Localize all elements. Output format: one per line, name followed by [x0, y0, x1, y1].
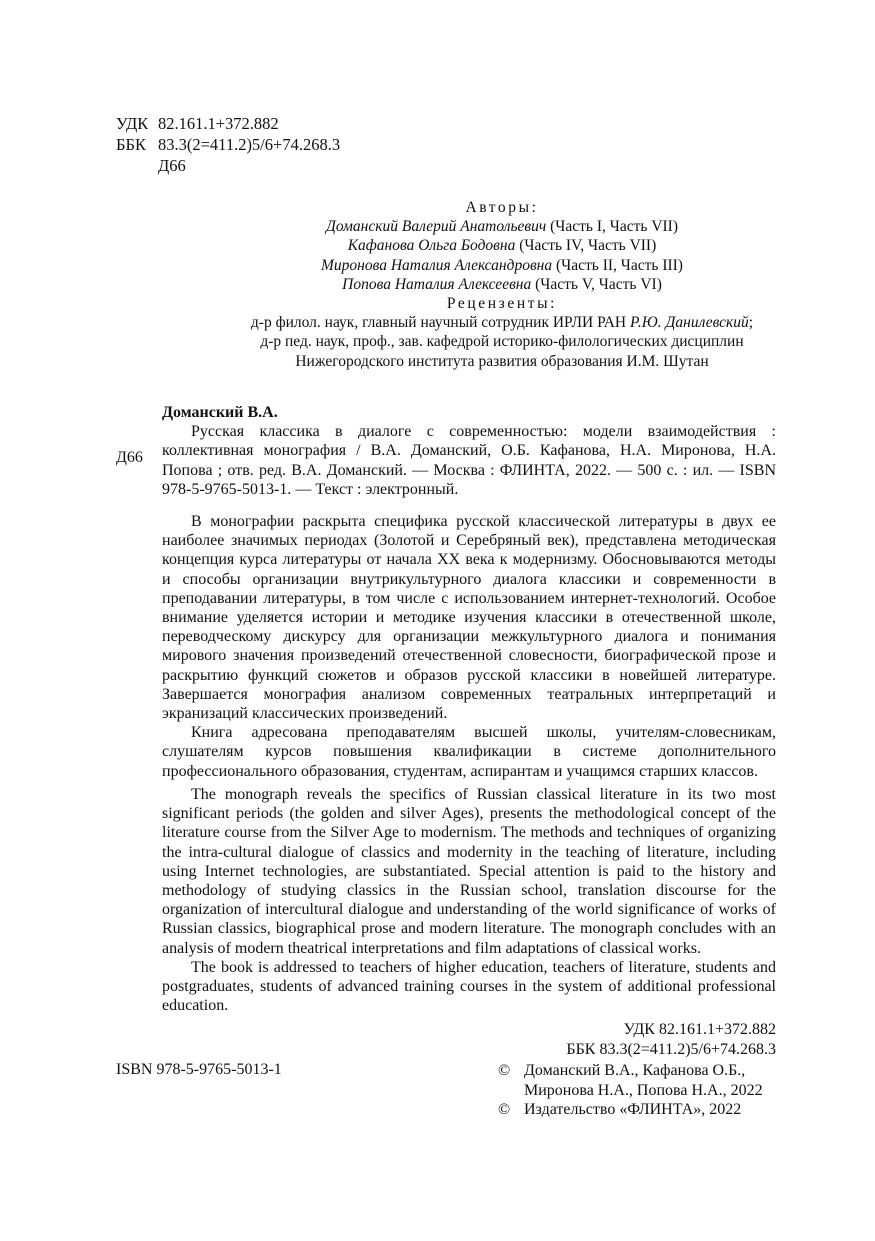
author-mark: Д66 — [158, 156, 186, 175]
footer-codes — [566, 1020, 776, 1059]
author-line — [116, 256, 875, 275]
author-parts: (Часть V, Часть VI) — [531, 275, 662, 293]
author-name: Кафанова Ольга Бодовна — [347, 237, 516, 255]
reviewers-heading: Рецензенты: — [446, 295, 558, 313]
annotation-russian — [162, 512, 776, 781]
copyright-authors-line2: Миронова Н.А., Попова Н.А., 2022 — [524, 1081, 763, 1099]
author-name: Доманский Валерий Анатольевич — [326, 218, 547, 236]
copyright-symbol: © — [498, 1062, 511, 1079]
isbn: ISBN 978-5-9765-5013-1 — [116, 1061, 282, 1078]
copyright-publisher: Издательство «ФЛИНТА», 2022 — [524, 1101, 742, 1118]
classification-codes — [116, 113, 340, 176]
annotation-ru-paragraph: В монографии раскрыта специфика русской классической литературы в двух ее наиболее значимых периодах (Золотой и Серебряный век), представлена методическая концепция курса литературы от начала XX века к модернизму. Обосновываются методы и способы организации внутрикультурного диалога классики и современности в преподавании литературы, в том числе с использованием интернет-технологий. Особое внимание уделяется истории и методике изучения классики в отечественной школе, переводческому дискурсу для организации межкультурного диалога и понимания мирового значения произведений отечественной словесности, биографической прозе и раскрытию функций сюжетов и образов русской классики в новейшей литературе. Завершается монография анализом современных театральных интерпретаций и экранизаций классических произведений. — [162, 513, 776, 723]
author-name: Миронова Наталия Александровна — [321, 256, 553, 274]
copyright-authors-line1: Доманский В.А., Кафанова О.Б., — [524, 1062, 746, 1079]
record-author: Доманский В.А. — [162, 404, 278, 421]
credits-block — [116, 198, 875, 371]
annotation-english — [162, 785, 776, 1015]
reviewer-2-line2: Нижегородского института развития образования И.М. Шутан — [295, 352, 709, 370]
reviewer-2-line1: д-р пед. наук, проф., зав. кафедрой историко-филологических дисциплин — [260, 333, 744, 351]
record-description: Русская классика в диалоге с современностью: модели взаимодействия : коллективная монография / В.А. Доманский, О.Б. Кафанова, Н.А. Миронова, Н.А. Попова ; отв. ред. В.А. Доманский. — Москва : ФЛИНТА, 2022. — 500 с. : ил. — ISBN 978-5-9765-5013-1. — Текст : электронный. — [162, 423, 776, 498]
bibliographic-record — [162, 403, 776, 499]
reviewer-1-end: ; — [748, 314, 754, 332]
udk-label: УДК — [116, 114, 149, 133]
bbk-value: 83.3(2=411.2)5/6+74.268.3 — [158, 135, 341, 154]
bbk-label: ББК — [116, 135, 146, 154]
copyright-block — [498, 1061, 763, 1120]
reviewer-1-title: д-р филол. наук, главный научный сотрудник ИРЛИ РАН — [250, 314, 630, 332]
footer-udk: УДК 82.161.1+372.882 — [623, 1021, 776, 1038]
authors-heading: Авторы: — [465, 199, 539, 216]
author-line — [116, 217, 875, 236]
author-parts: (Часть IV, Часть VII) — [515, 237, 657, 255]
author-line — [116, 275, 875, 294]
footer-bbk: ББК 83.3(2=411.2)5/6+74.268.3 — [566, 1040, 776, 1058]
reviewer-1 — [116, 313, 875, 332]
author-line — [116, 236, 875, 255]
annotation-en-paragraph: The monograph reveals the specifics of Russian classical literature in its two most significant periods (the golden and silver Ages), presents the methodological concept of the literature course from the Silver Age to modernism. The methods and techniques of organizing the intra-cultural dialogue of classics and modernity in the teaching of literature, including using Internet technologies, are substantiated. Special attention is paid to the history and methodology of studying classics in the Russian school, translation discourse for the organization of intercultural dialogue and understanding of the world significance of works of Russian classics, biographical prose and modern literature. The monograph concludes with an analysis of modern theatrical interpretations and film adaptations of classical works. — [162, 786, 776, 957]
reviewer-1-name: Р.Ю. Данилевский — [630, 314, 749, 332]
record-side-mark: Д66 — [116, 449, 143, 466]
author-parts: (Часть II, Часть III) — [552, 256, 683, 274]
author-name: Попова Наталия Алексеевна — [342, 275, 532, 293]
copyright-symbol: © — [498, 1101, 511, 1118]
author-parts: (Часть I, Часть VII) — [546, 218, 678, 236]
annotation-en-paragraph: The book is addressed to teachers of higher education, teachers of literature, students and postgraduates, students of advanced training courses in the system of additional professional education. — [162, 958, 776, 1015]
udk-value: 82.161.1+372.882 — [158, 114, 279, 133]
annotation-ru-paragraph: Книга адресована преподавателям высшей школы, учителям-словесникам, слушателям курсов повышения квалификации в системе дополнительного профессионального образования, студентам, аспирантам и учащимся старших классов. — [162, 724, 776, 780]
